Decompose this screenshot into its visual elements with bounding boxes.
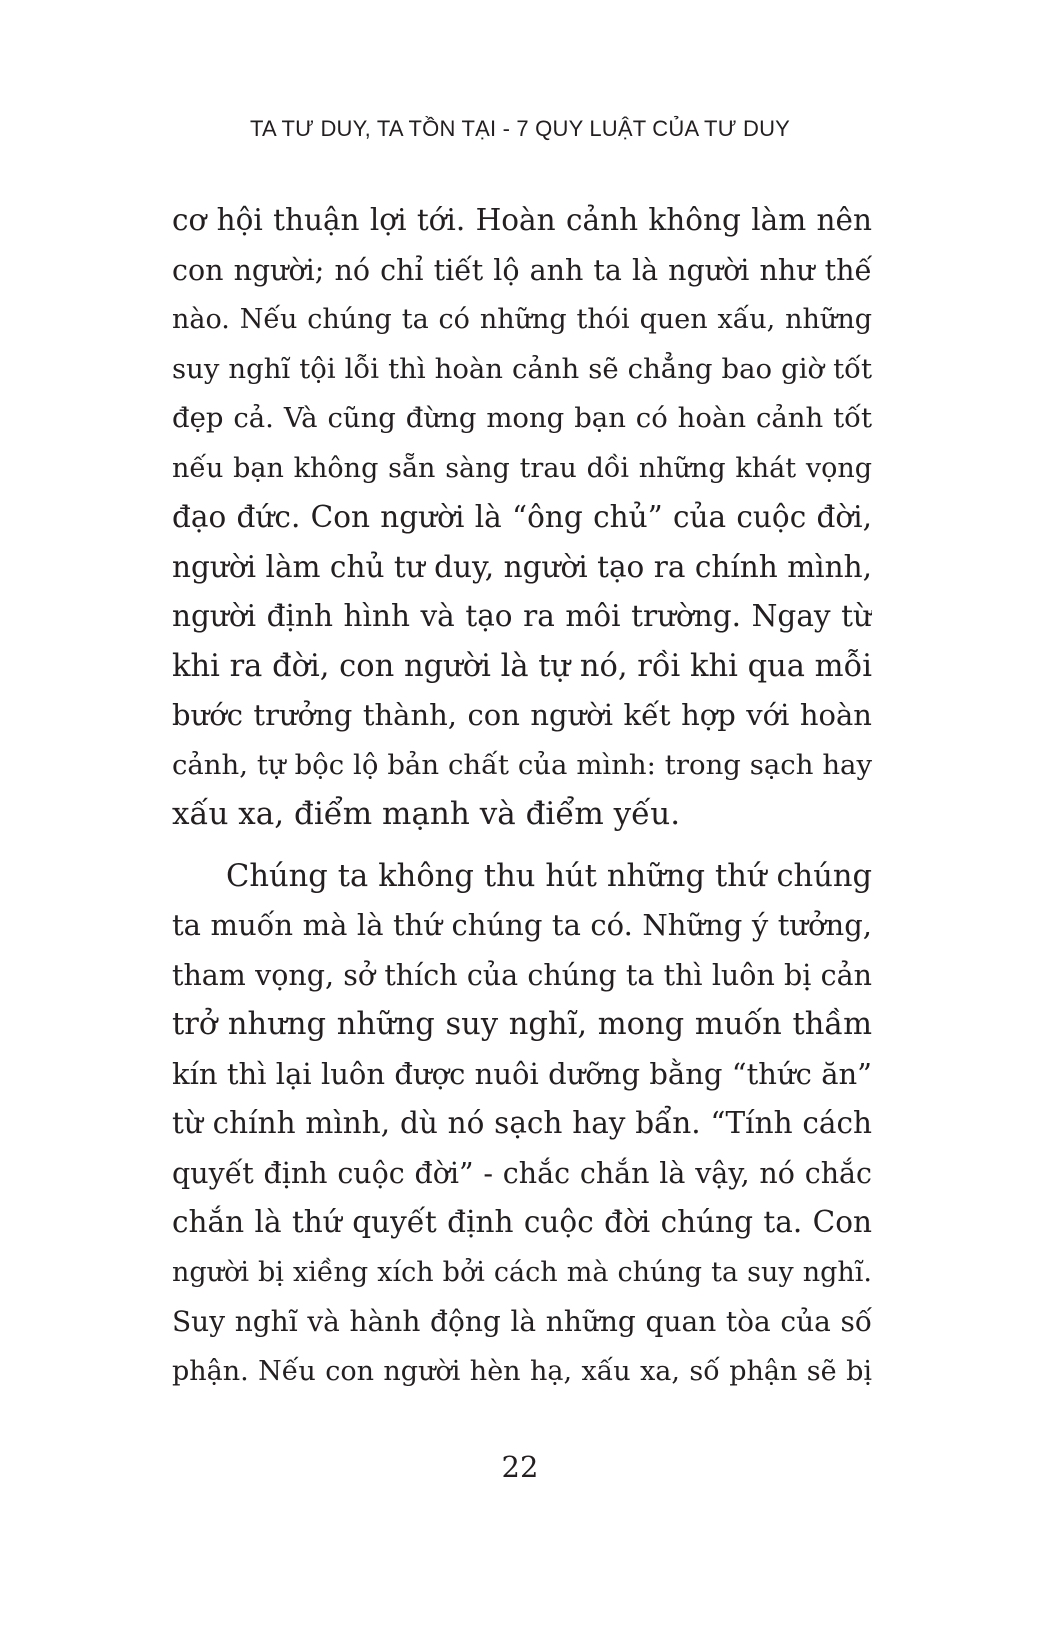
text-line: trở nhưng những suy nghĩ, mong muốn thầm <box>172 1007 872 1042</box>
text-line: đạo đức. Con người là “ông chủ” của cuộc đời, <box>172 500 872 534</box>
text-line: Suy nghĩ và hành động là những quan tòa của số <box>172 1305 872 1338</box>
text-line: người làm chủ tư duy, người tạo ra chính mình, <box>172 549 872 584</box>
text-line: đẹp cả. Và cũng đừng mong bạn có hoàn cảnh tốt <box>172 402 872 434</box>
page-number: 22 <box>501 1450 539 1484</box>
paragraph-2 <box>172 852 872 1397</box>
running-header: TA TƯ DUY, TA TỒN TẠI - 7 QUY LUẬT CỦA TƯ DUY <box>249 116 791 141</box>
text-line: kín thì lại luôn được nuôi dưỡng bằng “thức ăn” <box>172 1056 872 1091</box>
text-line: phận. Nếu con người hèn hạ, xấu xa, số phận sẽ bị <box>172 1355 872 1387</box>
text-line: khi ra đời, con người là tự nó, rồi khi qua mỗi <box>172 648 872 684</box>
text-line: Chúng ta không thu hút những thứ chúng <box>226 858 872 894</box>
text-line: người bị xiềng xích bởi cách mà chúng ta suy nghĩ. <box>172 1256 872 1288</box>
text-line: chắn là thứ quyết định cuộc đời chúng ta. Con <box>172 1205 872 1239</box>
text-line: nào. Nếu chúng ta có những thói quen xấu, những <box>172 304 872 335</box>
text-line: từ chính mình, dù nó sạch hay bẩn. “Tính cách <box>172 1106 872 1140</box>
text-line: xấu xa, điểm mạnh và điểm yếu. <box>172 796 681 832</box>
text-line: cơ hội thuận lợi tới. Hoàn cảnh không làm nên <box>172 203 872 237</box>
text-line: bước trưởng thành, con người kết hợp với hoàn <box>172 698 872 732</box>
text-line: tham vọng, sở thích của chúng ta thì luôn bị cản <box>172 958 872 992</box>
text-line: người định hình và tạo ra môi trường. Ngay từ <box>172 599 872 633</box>
text-line: con người; nó chỉ tiết lộ anh ta là người như thế <box>172 253 872 287</box>
text-line: nếu bạn không sẵn sàng trau dồi những khát vọng <box>172 452 872 484</box>
text-line: ta muốn mà là thứ chúng ta có. Những ý tưởng, <box>172 908 872 942</box>
paragraph-1 <box>172 196 872 840</box>
page-body <box>172 196 872 1396</box>
text-line: suy nghĩ tội lỗi thì hoàn cảnh sẽ chẳng bao giờ tốt <box>172 352 872 385</box>
text-line: cảnh, tự bộc lộ bản chất của mình: trong sạch hay <box>172 748 872 781</box>
text-line: quyết định cuộc đời” - chắc chắn là vậy, nó chắc <box>172 1156 872 1190</box>
